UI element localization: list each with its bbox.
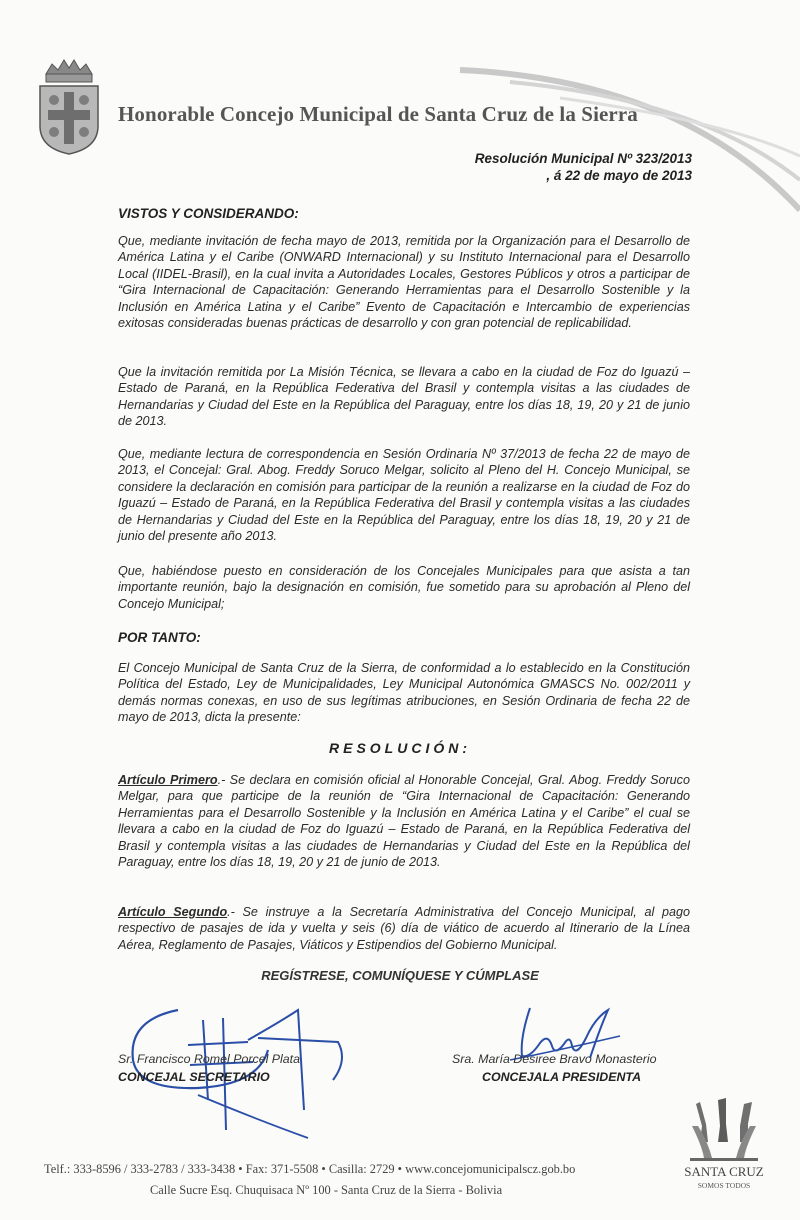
- paragraph-2: Que la invitación remitida por La Misión Técnica, se llevara a cabo en la ciudad de Foz do Iguazú – Estado de Paraná, en la República Federativa del Brasil y contempla visitas a las ciudades de Hernandarias y Ciudad del Este en la República del Paraguay, entre los días 18, 19, 20 y 21 de junio de 2013.: [118, 365, 690, 429]
- resolution-header: [475, 150, 692, 184]
- organization-title: Honorable Concejo Municipal de Santa Cruz de la Sierra: [118, 102, 638, 126]
- footer-contact-line: Telf.: 333-8596 / 333-2783 / 333-3438 • Fax: 371-5508 • Casilla: 2729 • www.concejomunicipalscz.gob.bo: [44, 1162, 576, 1176]
- por-tanto-heading: POR TANTO:: [118, 630, 201, 645]
- article-2-text: .- Se instruye a la Secretaría Administrativa del Concejo Municipal, al pago respectivo de pasajes de ida y vuelta y seis (6) día de viático de acuerdo al Itinerario de la Línea Aérea, Reglamento de Pasajes, Viáticos y Estipendios del Gobierno Municipal.: [118, 905, 690, 952]
- logo-subtext: SOMOS TODOS: [697, 1181, 751, 1190]
- paragraph-3: Que, mediante lectura de correspondencia en Sesión Ordinaria Nº 37/2013 de fecha 22 de mayo de 2013, el Concejal: Gral. Abog. Freddy Soruco Melgar, solicito al Pleno del H. Concejo Municipal, se considere la declaración en comisión para participar de la reunión a realizarse en la ciudad de Foz do Iguazú – Estado de Paraná, en la República Federativa del Brasil y contempla visitas a las ciudades de Hernandarias y Ciudad del Este en la República del Paraguay, entre los días 18, 19, 20 y 21 de junio del presente año 2013.: [118, 447, 690, 544]
- footer-address-line: Calle Sucre Esq. Chuquisaca Nº 100 - Santa Cruz de la Sierra - Bolivia: [150, 1183, 503, 1197]
- article-2-label: Artículo Segundo: [118, 905, 228, 919]
- resolution-number: Resolución Municipal Nº 323/2013: [474, 151, 692, 166]
- article-1-text: .- Se declara en comisión oficial al Honorable Concejal, Gral. Abog. Freddy Soruco Melgar, para que participe de la reunión de “Gira Internacional de Capacitación: Generando Herramientas para el Desarrollo Sostenible y la Inclusión en América Latina y el Caribe” el cual se llevara a cabo en la ciudad de Foz do Iguazú – Estado de Paraná, en la República Federativa del Brasil y contempla visitas a las ciudades de Hernandarias y Ciudad del Este en la República del Paraguay, entre los días 18, 19, 20 y 21 de junio de 2013.: [118, 773, 690, 870]
- paragraph-4: Que, habiéndose puesto en consideración de los Concejales Municipales para que asista a tan importante reunión, bajo la designación en comisión, fue sometido para su aprobación al Pleno del Concejo Municipal;: [118, 564, 690, 611]
- resolucion-heading: RESOLUCIÓN:: [329, 740, 471, 756]
- decorative-swoosh: [420, 60, 800, 220]
- santa-cruz-logo-icon: [682, 1096, 766, 1194]
- resolution-date: , á 22 de mayo de 2013: [546, 168, 692, 183]
- paragraph-1: Que, mediante invitación de fecha mayo de 2013, remitida por la Organización para el Desarrollo de América Latina y el Caribe (ONWARD Internacional) y su Instituto Internacional para el Desarrollo Local (IIDEL-Brasil), en la cual invita a Autoridades Locales, Gestores Públicos y otros a participar de “Gira Internacional de Capacitación: Generando Herramientas para el Desarrollo Sostenible y la Inclusión en América Latina y el Caribe” Evento de Capacitación e Intercambio de experiencias exitosas consideradas buenas prácticas de desarrollo y con gran potencial de replicabilidad.: [118, 234, 690, 331]
- article-1-label: Artículo Primero: [118, 773, 218, 787]
- right-signatory-title: CONCEJALA PRESIDENTA: [482, 1070, 642, 1084]
- left-signatory-title: CONCEJAL SECRETARIO: [118, 1070, 270, 1084]
- left-signatory-name: Sr. Francisco Romel Porcel Plata: [118, 1052, 301, 1066]
- article-2: [118, 904, 690, 953]
- vistos-heading: VISTOS Y CONSIDERANDO:: [118, 206, 299, 221]
- right-signatory-name: Sra. María Desiree Bravo Monasterio: [452, 1052, 657, 1066]
- logo-text: SANTA CRUZ: [684, 1164, 764, 1179]
- paragraph-5: El Concejo Municipal de Santa Cruz de la Sierra, de conformidad a lo establecido en la Constitución Política del Estado, Ley de Municipalidades, Ley Municipal Autonómica GMASCS No. 002/2011 y demás normas conexas, en uso de sus legítimas atribuciones, en Sesión Ordinaria de fecha 22 de mayo de 2013, dicta la presente:: [118, 661, 690, 725]
- closing-statement: REGÍSTRESE, COMUNÍQUESE Y CÚMPLASE: [261, 968, 539, 983]
- coat-of-arms-icon: [36, 56, 102, 156]
- article-1: [118, 772, 690, 870]
